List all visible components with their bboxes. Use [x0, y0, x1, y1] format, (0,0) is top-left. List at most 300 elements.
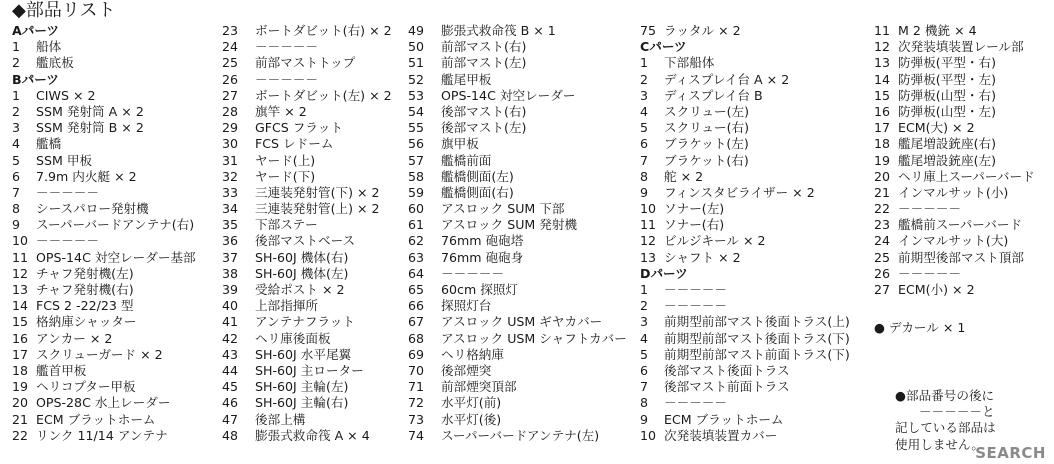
part-row: [874, 104, 1035, 120]
part-row: [222, 282, 392, 298]
part-number: 15: [874, 87, 891, 103]
part-name: ヘリコプター甲板: [36, 379, 136, 395]
part-number: 17: [874, 120, 891, 136]
part-row: [12, 347, 196, 363]
part-row: [874, 282, 1035, 298]
part-number: 58: [408, 168, 425, 184]
part-number: 34: [222, 201, 239, 217]
part-row: [222, 217, 392, 233]
part-number: 54: [408, 103, 425, 119]
part-number: 7: [640, 379, 649, 395]
part-number: 12: [640, 233, 657, 249]
part-row: [874, 250, 1035, 266]
part-number: 13: [12, 282, 29, 297]
parts-column-5: [874, 23, 1035, 298]
part-row: [874, 201, 1035, 217]
part-row: [640, 201, 850, 217]
part-name: 前部煙突頂部: [441, 379, 517, 395]
part-row: [12, 39, 196, 55]
part-name: インマルサット(大): [898, 233, 1009, 249]
part-number: 50: [408, 39, 425, 55]
part-number: 11: [12, 249, 29, 265]
part-name: 7.9m 内火艇 × 2: [36, 168, 137, 184]
part-number: 30: [222, 136, 239, 152]
part-row: [222, 250, 392, 266]
part-number: 25: [222, 55, 239, 71]
part-name: SH-60J 水平尾翼: [255, 346, 352, 362]
part-row: [874, 233, 1035, 249]
part-row: [408, 298, 627, 314]
part-name: －－－－－: [36, 233, 99, 249]
part-number: 22: [12, 427, 29, 443]
part-row: [640, 136, 850, 152]
part-row: [408, 120, 627, 136]
part-number: 62: [408, 233, 425, 249]
part-row: [640, 55, 850, 71]
part-name: 艦橋前面: [441, 152, 492, 168]
part-name: アンテナフラット: [255, 314, 355, 330]
footnote-line: 記している部品は: [895, 420, 996, 436]
part-row: [222, 298, 392, 314]
part-number: 10: [640, 427, 657, 443]
part-name: SH-60J 主ローター: [255, 362, 364, 378]
part-name: 防弾板(平型・左): [898, 71, 996, 87]
part-name: 前部マスト(右): [441, 39, 527, 55]
part-name: OPS-14C 対空レーダー: [441, 87, 576, 103]
part-name: SH-60J 主輪(右): [255, 395, 349, 411]
part-row: [408, 428, 627, 444]
parts-column-4: [640, 23, 850, 444]
part-number: 52: [408, 71, 425, 87]
part-number: 71: [408, 379, 425, 395]
part-name: 前期型前部マスト前面トラス(下): [664, 346, 850, 362]
part-number: 4: [640, 330, 649, 346]
part-row: [640, 282, 850, 298]
part-row: [640, 104, 850, 120]
part-row: [408, 347, 627, 363]
part-number: 19: [12, 379, 29, 395]
part-number: 2: [640, 298, 649, 314]
part-name: シャフト × 2: [664, 249, 741, 265]
part-number: 2: [12, 103, 21, 119]
part-row: [640, 72, 850, 88]
part-name: 76mm 砲砲塔: [441, 233, 524, 249]
part-row: [640, 217, 850, 233]
part-name: 後部マスト前面トラス: [664, 379, 790, 395]
part-row: [408, 169, 627, 185]
part-number: 20: [12, 395, 29, 411]
part-name: －－－－－: [664, 282, 727, 297]
part-row: [12, 185, 196, 201]
part-name: 艦尾増設銃座(右): [898, 136, 996, 152]
part-number: 48: [222, 427, 239, 443]
part-number: 24: [222, 39, 239, 55]
part-row: [408, 282, 627, 298]
part-number: 12: [12, 265, 29, 281]
part-number: 70: [408, 362, 425, 378]
part-row: [408, 266, 627, 282]
part-number: 69: [408, 346, 425, 362]
part-name: SH-60J 機体(右): [255, 249, 349, 265]
part-name: －－－－－: [36, 184, 99, 200]
section-heading: Bパーツ: [12, 71, 59, 87]
part-name: 膨張式救命筏 A × 4: [255, 427, 370, 443]
part-name: 下部船体: [664, 55, 715, 71]
part-number: 23: [874, 217, 891, 233]
part-number: 15: [12, 314, 29, 330]
part-name: 艦尾甲板: [441, 71, 492, 87]
part-row: [12, 314, 196, 330]
part-number: 22: [874, 201, 891, 217]
part-row: [12, 379, 196, 395]
part-number: 25: [874, 249, 891, 265]
footnote-line: －－－－－と: [919, 404, 995, 420]
part-number: 4: [640, 103, 649, 119]
part-row: [12, 428, 196, 444]
part-name: リンク 11/14 アンテナ: [36, 427, 168, 443]
part-name: スーパーバードアンテナ(右): [36, 217, 195, 233]
part-name: －－－－－: [255, 39, 318, 55]
part-number: 40: [222, 298, 239, 314]
part-row: [874, 23, 1035, 39]
part-number: 26: [222, 71, 239, 87]
part-number: 28: [222, 103, 239, 119]
part-number: 6: [640, 362, 649, 378]
part-row: [222, 120, 392, 136]
part-number: 8: [12, 201, 21, 217]
part-name: アスロック SUM 発射機: [441, 217, 578, 233]
part-row: [12, 395, 196, 411]
part-name: 旗竿 × 2: [255, 103, 307, 119]
decal-note: ● デカール × 1: [874, 320, 966, 335]
footnote-line: 使用しません。: [895, 436, 984, 452]
part-number: 6: [12, 168, 21, 184]
footnote-line: ●部品番号の後に: [895, 388, 995, 403]
part-name: CIWS × 2: [36, 87, 96, 103]
part-number: 17: [12, 346, 29, 362]
part-name: ブラケット(左): [664, 136, 749, 152]
part-name: GFCS フラット: [255, 120, 343, 136]
part-name: ヘリ庫上スーパーバード: [898, 168, 1035, 184]
part-row: [640, 250, 850, 266]
part-name: 前期型前部マスト後面トラス(上): [664, 314, 850, 330]
part-row: [408, 88, 627, 104]
part-name: 三連装発射管(上) × 2: [255, 201, 380, 217]
part-number: 61: [408, 217, 425, 233]
part-row: [12, 169, 196, 185]
part-row: [222, 55, 392, 71]
part-row: [408, 55, 627, 71]
part-name: スクリュー(右): [664, 120, 750, 136]
part-name: ECM(小) × 2: [898, 282, 975, 297]
part-row: [222, 185, 392, 201]
part-name: 艦橋側面(左): [441, 168, 514, 184]
part-name: ECM(大) × 2: [898, 120, 975, 136]
part-row: [874, 169, 1035, 185]
part-number: 8: [640, 168, 649, 184]
part-name: 前部マストトップ: [255, 55, 356, 71]
part-number: 27: [222, 87, 239, 103]
part-number: 3: [640, 314, 649, 330]
part-name: 次発装填装置カバー: [664, 427, 778, 443]
part-name: 後部マスト(左): [441, 120, 527, 136]
part-row: [12, 153, 196, 169]
part-name: ECM ブラットホーム: [36, 411, 156, 427]
part-name: 後部上構: [255, 411, 306, 427]
part-number: 63: [408, 249, 425, 265]
part-number: 1: [640, 282, 649, 297]
part-number: 65: [408, 282, 425, 297]
watermark-text: SEARCH: [975, 444, 1046, 462]
part-row: [408, 104, 627, 120]
part-name: 船体: [36, 39, 62, 55]
part-name: アンカー × 2: [36, 330, 113, 346]
part-name: －－－－－: [664, 395, 727, 411]
part-row: [222, 266, 392, 282]
part-name: 後部マストベース: [255, 233, 356, 249]
part-number: 24: [874, 233, 891, 249]
part-row: [408, 379, 627, 395]
part-name: 艦底板: [36, 55, 74, 71]
part-number: 55: [408, 120, 425, 136]
part-number: 56: [408, 136, 425, 152]
part-name: 受給ポスト × 2: [255, 282, 345, 297]
part-number: 51: [408, 55, 425, 71]
part-number: 39: [222, 282, 239, 297]
part-name: チャフ発射機(右): [36, 282, 134, 297]
part-name: 艦首甲板: [36, 362, 87, 378]
part-number: 13: [874, 55, 891, 71]
parts-column-2: [222, 23, 392, 444]
part-row: [874, 55, 1035, 71]
part-name: SSM 発射筒 A × 2: [36, 103, 144, 119]
part-row: [408, 72, 627, 88]
part-row: [408, 23, 627, 39]
part-row: [12, 363, 196, 379]
part-number: 1: [12, 87, 21, 103]
part-row: [408, 136, 627, 152]
part-name: ヤード(下): [255, 168, 316, 184]
part-name: ボートダビット(右) × 2: [255, 23, 392, 38]
part-row: [874, 120, 1035, 136]
part-name: ECM ブラットホーム: [664, 411, 784, 427]
section-heading: Dパーツ: [640, 265, 688, 281]
part-row: [12, 217, 196, 233]
part-row: [222, 395, 392, 411]
part-number: 7: [12, 184, 21, 200]
part-row: [222, 88, 392, 104]
part-number: 29: [222, 120, 239, 136]
part-row: [12, 412, 196, 428]
part-number: 6: [640, 136, 649, 152]
section-heading: Cパーツ: [640, 39, 687, 55]
part-number: 18: [874, 136, 891, 152]
part-row: [222, 347, 392, 363]
part-row: [222, 412, 392, 428]
part-row: [222, 379, 392, 395]
part-number: 64: [408, 265, 425, 281]
part-name: 76mm 砲砲身: [441, 249, 524, 265]
part-name: SH-60J 主輪(左): [255, 379, 349, 395]
part-name: ビルジキール × 2: [664, 233, 766, 249]
part-row: [408, 153, 627, 169]
part-name: 格納庫シャッター: [36, 314, 137, 330]
part-number: 46: [222, 395, 239, 411]
part-row: [874, 266, 1035, 282]
part-row: [12, 282, 196, 298]
part-number: 73: [408, 411, 425, 427]
part-name: 次発装填装置レール部: [898, 39, 1024, 55]
part-number: 49: [408, 23, 425, 38]
part-row: [222, 153, 392, 169]
part-number: 66: [408, 298, 425, 314]
part-name: ヤード(上): [255, 152, 316, 168]
part-number: 1: [12, 39, 21, 55]
part-name: ディスプレイ台 B: [664, 87, 763, 103]
part-number: 5: [640, 346, 649, 362]
part-name: 艦橋: [36, 136, 62, 152]
part-name: 三連装発射管(下) × 2: [255, 184, 380, 200]
part-row: [12, 120, 196, 136]
part-name: －－－－－: [255, 71, 318, 87]
part-row: [12, 331, 196, 347]
part-number: 11: [874, 23, 891, 38]
part-row: [640, 412, 850, 428]
part-number: 35: [222, 217, 239, 233]
part-name: －－－－－: [898, 265, 961, 281]
part-row: [640, 331, 850, 347]
part-row: [874, 88, 1035, 104]
part-number: 20: [874, 168, 891, 184]
part-number: 9: [640, 411, 649, 427]
part-row: [408, 331, 627, 347]
section-heading: Aパーツ: [12, 23, 60, 38]
part-name: －－－－－: [664, 298, 727, 314]
part-number: 18: [12, 362, 29, 378]
part-name: 膨張式救命筏 B × 1: [441, 23, 556, 38]
part-number: 57: [408, 152, 425, 168]
part-row: [408, 201, 627, 217]
part-number: 59: [408, 184, 425, 200]
part-number: 33: [222, 184, 239, 200]
part-row: [640, 88, 850, 104]
parts-column-1: [12, 23, 196, 444]
part-name: SSM 甲板: [36, 152, 93, 168]
part-row: [12, 298, 196, 314]
part-number: 3: [12, 120, 21, 136]
part-name: ヘリ格納庫: [441, 346, 504, 362]
part-row: [222, 331, 392, 347]
part-row: [640, 23, 850, 39]
part-row: [12, 136, 196, 152]
part-name: 前期型前部マスト後面トラス(下): [664, 330, 850, 346]
part-name: アスロック SUM 下部: [441, 201, 565, 217]
part-name: アスロック USM ギヤカバー: [441, 314, 603, 330]
part-row: [640, 395, 850, 411]
part-row: [408, 185, 627, 201]
part-row: [222, 363, 392, 379]
part-name: ソナー(右): [664, 217, 725, 233]
part-number: 19: [874, 152, 891, 168]
part-number: 2: [640, 71, 649, 87]
part-row: [874, 72, 1035, 88]
part-name: 後部煙突: [441, 362, 492, 378]
part-name: ヘリ庫後面板: [255, 330, 331, 346]
part-number: 53: [408, 87, 425, 103]
part-row: [874, 185, 1035, 201]
part-number: 11: [640, 217, 657, 233]
part-name: OPS-14C 対空レーダー基部: [36, 249, 196, 265]
part-row: [408, 314, 627, 330]
part-number: 27: [874, 282, 891, 297]
part-row: [408, 39, 627, 55]
part-number: 9: [12, 217, 21, 233]
part-number: 67: [408, 314, 425, 330]
part-number: 31: [222, 152, 239, 168]
part-name: スクリューガード × 2: [36, 346, 163, 362]
part-number: 47: [222, 411, 239, 427]
part-row: [640, 120, 850, 136]
part-name: フィンスタビライザー × 2: [664, 184, 815, 200]
part-number: 10: [12, 233, 29, 249]
part-number: 38: [222, 265, 239, 281]
part-number: 75: [640, 23, 657, 38]
part-row: [222, 169, 392, 185]
part-name: チャフ発射機(左): [36, 265, 134, 281]
part-name: 前期型後部マスト頂部: [898, 249, 1024, 265]
part-name: ソナー(左): [664, 201, 725, 217]
part-name: M 2 機銃 × 4: [898, 23, 977, 38]
part-row: [640, 153, 850, 169]
part-row: [12, 233, 196, 249]
part-row: [12, 55, 196, 71]
part-number: 68: [408, 330, 425, 346]
part-number: 14: [12, 298, 29, 314]
part-number: 14: [874, 71, 891, 87]
part-row: [408, 363, 627, 379]
part-name: 下部ステー: [255, 217, 318, 233]
part-row: [408, 412, 627, 428]
part-name: FCS レドーム: [255, 136, 334, 152]
part-name: 後部マスト後面トラス: [664, 362, 790, 378]
part-row: [222, 23, 392, 39]
part-name: 60cm 探照灯: [441, 282, 519, 297]
part-row: [640, 233, 850, 249]
part-number: 36: [222, 233, 239, 249]
part-row: [640, 363, 850, 379]
part-row: [640, 169, 850, 185]
part-number: 26: [874, 265, 891, 281]
part-name: FCS 2 -22/23 型: [36, 298, 134, 314]
part-row: [12, 104, 196, 120]
part-name: 上部指揮所: [255, 298, 318, 314]
page-title: ◆部品リスト: [12, 0, 116, 21]
part-name: ディスプレイ台 A × 2: [664, 71, 790, 87]
part-number: 13: [640, 249, 657, 265]
part-number: 16: [874, 103, 891, 119]
part-name: アスロック USM シャフトカバー: [441, 330, 627, 346]
part-name: 水平灯(前): [441, 395, 502, 411]
part-number: 60: [408, 201, 425, 217]
part-row: [222, 136, 392, 152]
part-row: [222, 428, 392, 444]
part-row: [640, 298, 850, 314]
part-number: 74: [408, 427, 425, 443]
part-number: 45: [222, 379, 239, 395]
part-number: 3: [640, 87, 649, 103]
part-row: [12, 88, 196, 104]
part-number: 10: [640, 201, 657, 217]
